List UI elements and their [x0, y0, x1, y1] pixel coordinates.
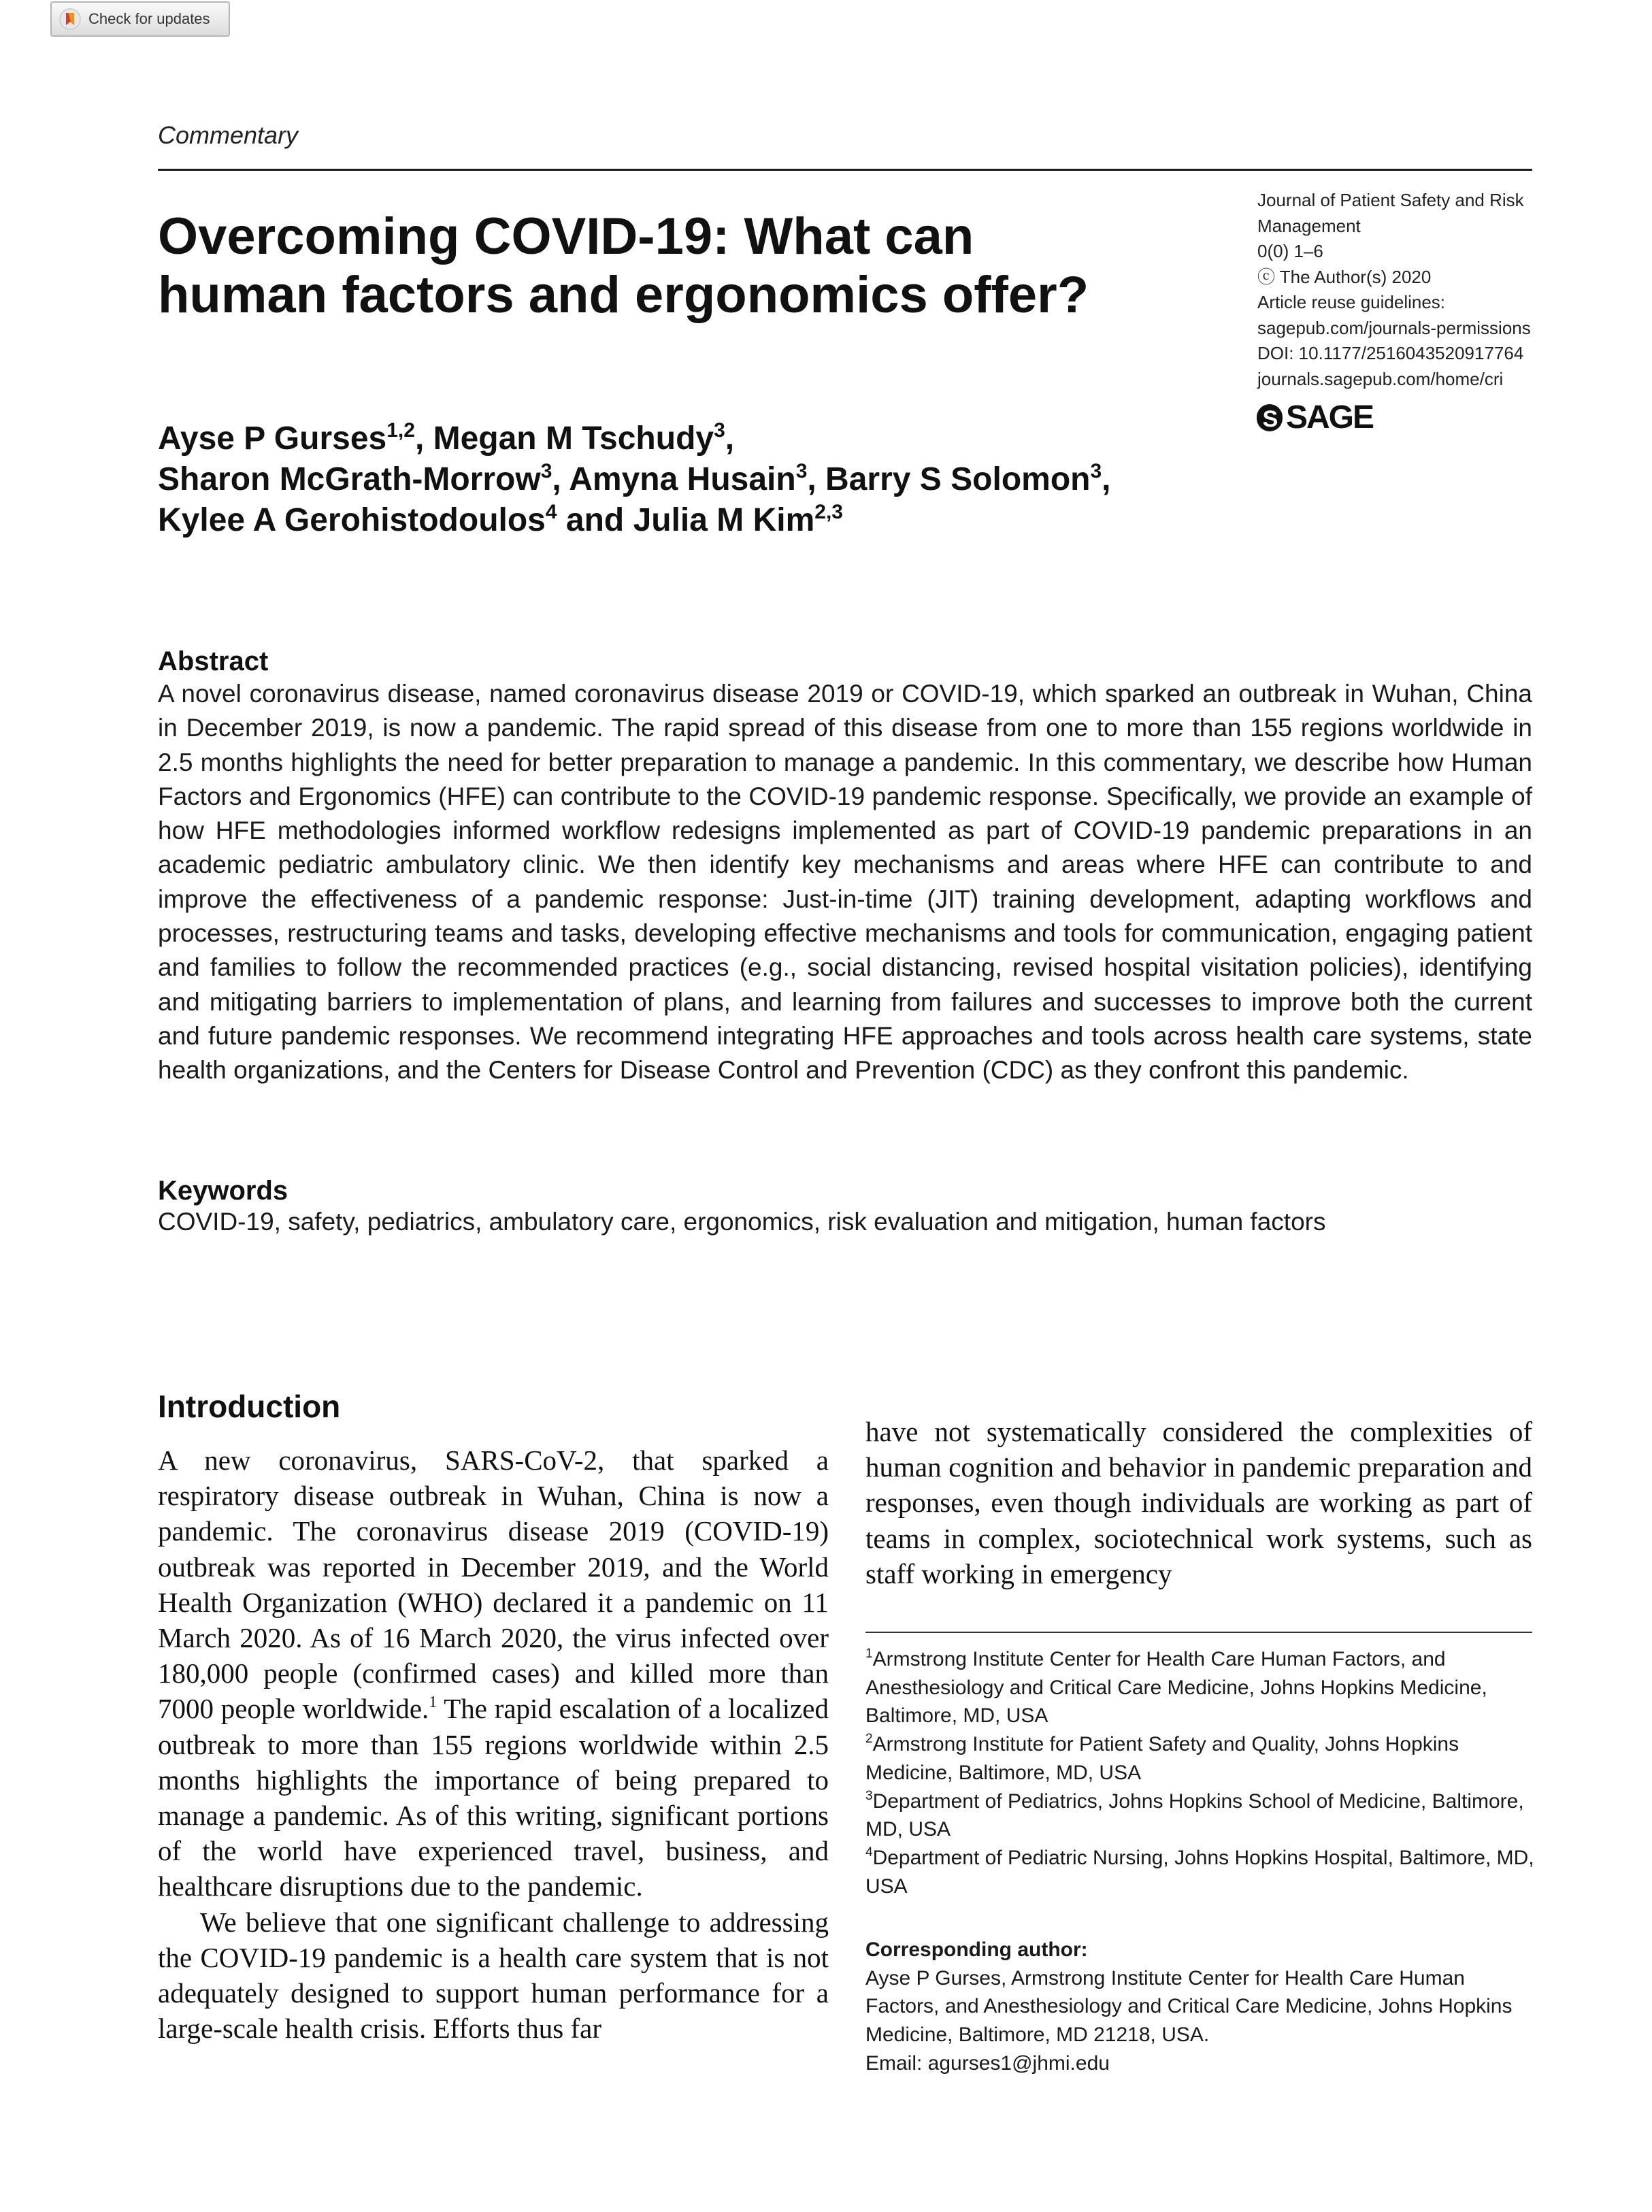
check-for-updates-label: Check for updates: [88, 10, 210, 27]
permissions-link[interactable]: sagepub.com/journals-permissions: [1257, 317, 1531, 338]
author-affiliation-ref: 1,2: [386, 419, 415, 442]
abstract-text: A novel coronavirus disease, named coronavirus disease 2019 or COVID-19, which sparked an outbreak in Wuhan, China in December 2019, is now a pandemic. The rapid spread of this disease from one to more than 155 regions worldwide in 2.5 months highlights the need for better preparation to manage a pandemic. In this commentary, we describe how Human Factors and Ergonomics (HFE) can contribute to the COVID-19 pandemic response. Specifically, we provide an example of how HFE methodologies informed workflow redesigns implemented as part of COVID-19 pandemic preparations in an academic pediatric ambulatory clinic. We then identify key mechanisms and areas where HFE can contribute to and improve the effectiveness of a pandemic response: Just-in-time (JIT) training development, adapting workflows and processes, restructuring teams and tasks, developing effective mechanisms and tools for communication, engaging patient and families to follow the recommended practices (e.g., social distancing, revised hospital visitation policies), identifying and mitigating barriers to implementation of plans, and learning from failures and successes to improve both the current and future pandemic responses. We recommend integrating HFE approaches and tools across health care systems, state health organizations, and the Centers for Disease Control and Prevention (CDC) as they confront this pandemic.: [158, 680, 1532, 1085]
title-line: human factors and ergonomics offer?: [158, 266, 1089, 324]
author-name: Megan M Tschudy: [433, 420, 714, 457]
svg-text:S: S: [1262, 406, 1277, 432]
abstract-heading: Abstract: [158, 646, 269, 676]
author-affiliation-ref: 3: [540, 460, 552, 482]
journal-name-line: Journal of Patient Safety and Risk: [1257, 190, 1524, 210]
author-list: [158, 418, 1315, 541]
author-affiliation-ref: 3: [1090, 460, 1102, 482]
corresponding-author-heading: Corresponding author:: [865, 1938, 1088, 1961]
article-title: [158, 208, 1178, 325]
author-affiliation-ref: 3: [714, 419, 725, 442]
bookmark-check-icon: [59, 7, 82, 31]
article-type-label: Commentary: [158, 121, 299, 149]
journal-home-link[interactable]: journals.sagepub.com/home/cri: [1257, 368, 1504, 389]
author-name: Julia M Kim: [633, 502, 815, 538]
author-affiliation-ref: 2,3: [814, 501, 843, 523]
author-name: Sharon McGrath-Morrow: [158, 461, 541, 497]
author-name: Ayse P Gurses: [158, 420, 387, 457]
body-paragraph: A new coronavirus, SARS-CoV-2, that sparked a respiratory disease outbreak in Wuhan, China is now a pandemic. The coronavirus disease 2019 (COVID-19) outbreak was reported in December 2019, and the World Health Organization (WHO) declared it a pandemic on 11 March 2020. As of 16 March 2020, the virus infected over 180,000 people (confirmed cases) and killed more than 7000 people worldwide.$^1$ The rapid escalation of a localized outbreak to more than 155 regions worldwide within 2.5 months highlights the importance of being prepared to manage a pandemic. As of this writing, significant portions of the world have experienced travel, business, and healthcare disruptions due to the pandemic.: [158, 1445, 829, 1902]
check-for-updates-button[interactable]: [50, 1, 230, 37]
affiliation-item: $^2$Armstrong Institute for Patient Safety and Quality, Johns Hopkins Medicine, Baltimore, MD, USA: [865, 1732, 1459, 1784]
journal-info: [1257, 188, 1543, 392]
journal-volume: 0(0) 1–6: [1257, 241, 1323, 261]
author-name: Barry S Solomon: [825, 461, 1091, 497]
header-divider: [158, 169, 1532, 171]
footnote-divider: [865, 1632, 1532, 1633]
author-line: Kylee A Gerohistodoulos$^4$ and Julia M Kim$^{2,3}$: [158, 501, 843, 538]
corresponding-author: [865, 1936, 1539, 2078]
reuse-guidelines-label: Article reuse guidelines:: [1257, 292, 1446, 312]
introduction-right-column: [865, 1414, 1532, 1591]
author-line: Sharon McGrath-Morrow$^3$, Amyna Husain$^3$, Barry S Solomon$^3$,: [158, 460, 1111, 497]
introduction-heading: Introduction: [158, 1389, 341, 1424]
affiliations: [865, 1645, 1539, 1900]
body-paragraph: We believe that one significant challenge to addressing the COVID-19 pandemic is a health care system that is not adequately designed to support human performance for a large-scale health crisis. Efforts thus far: [158, 1906, 829, 2045]
journal-copyright: ⓒ The Author(s) 2020: [1257, 266, 1432, 287]
introduction-left-column: [158, 1442, 829, 2046]
author-name: Amyna Husain: [569, 461, 796, 497]
journal-name-line: Management: [1257, 215, 1361, 236]
keywords-text: COVID-19, safety, pediatrics, ambulatory care, ergonomics, risk evaluation and mitigation, human factors: [158, 1208, 1326, 1236]
title-line: Overcoming COVID-19: What can: [158, 208, 974, 265]
author-affiliation-ref: 3: [795, 460, 808, 482]
citation-ref[interactable]: 1: [429, 1694, 437, 1712]
affiliation-item: $^4$Department of Pediatric Nursing, Johns Hopkins Hospital, Baltimore, MD, USA: [865, 1845, 1534, 1898]
sage-logo-text: SAGE: [1286, 399, 1374, 435]
author-affiliation-ref: 4: [545, 501, 557, 523]
corresponding-author-email[interactable]: Email: agurses1@jhmi.edu: [865, 2051, 1110, 2075]
body-paragraph: have not systematically considered the complexities of human cognition and behavior in pandemic preparation and responses, even though individuals are working as part of teams in complex, sociotechnical work systems, such as staff working in emergency: [865, 1416, 1532, 1589]
doi-link[interactable]: DOI: 10.1177/2516043520917764: [1257, 343, 1524, 363]
affiliation-item: $^3$Department of Pediatrics, Johns Hopkins School of Medicine, Baltimore, MD, USA: [865, 1788, 1524, 1841]
author-line: Ayse P Gurses$^{1,2}$, Megan M Tschudy$^3$,: [158, 419, 735, 457]
affiliation-item: $^1$Armstrong Institute Center for Health Care Human Factors, and Anesthesiology and Critical Care Medicine, Johns Hopkins Medicine, Baltimore, MD, USA: [865, 1647, 1487, 1728]
author-name: Kylee A Gerohistodoulos: [158, 502, 546, 538]
corresponding-author-address: Ayse P Gurses, Armstrong Institute Center for Health Care Human Factors, and Anesthesiology and Critical Care Medicine, Johns Hopkins Medicine, Baltimore, MD 21218, USA.: [865, 1966, 1513, 2047]
keywords-heading: Keywords: [158, 1176, 288, 1206]
